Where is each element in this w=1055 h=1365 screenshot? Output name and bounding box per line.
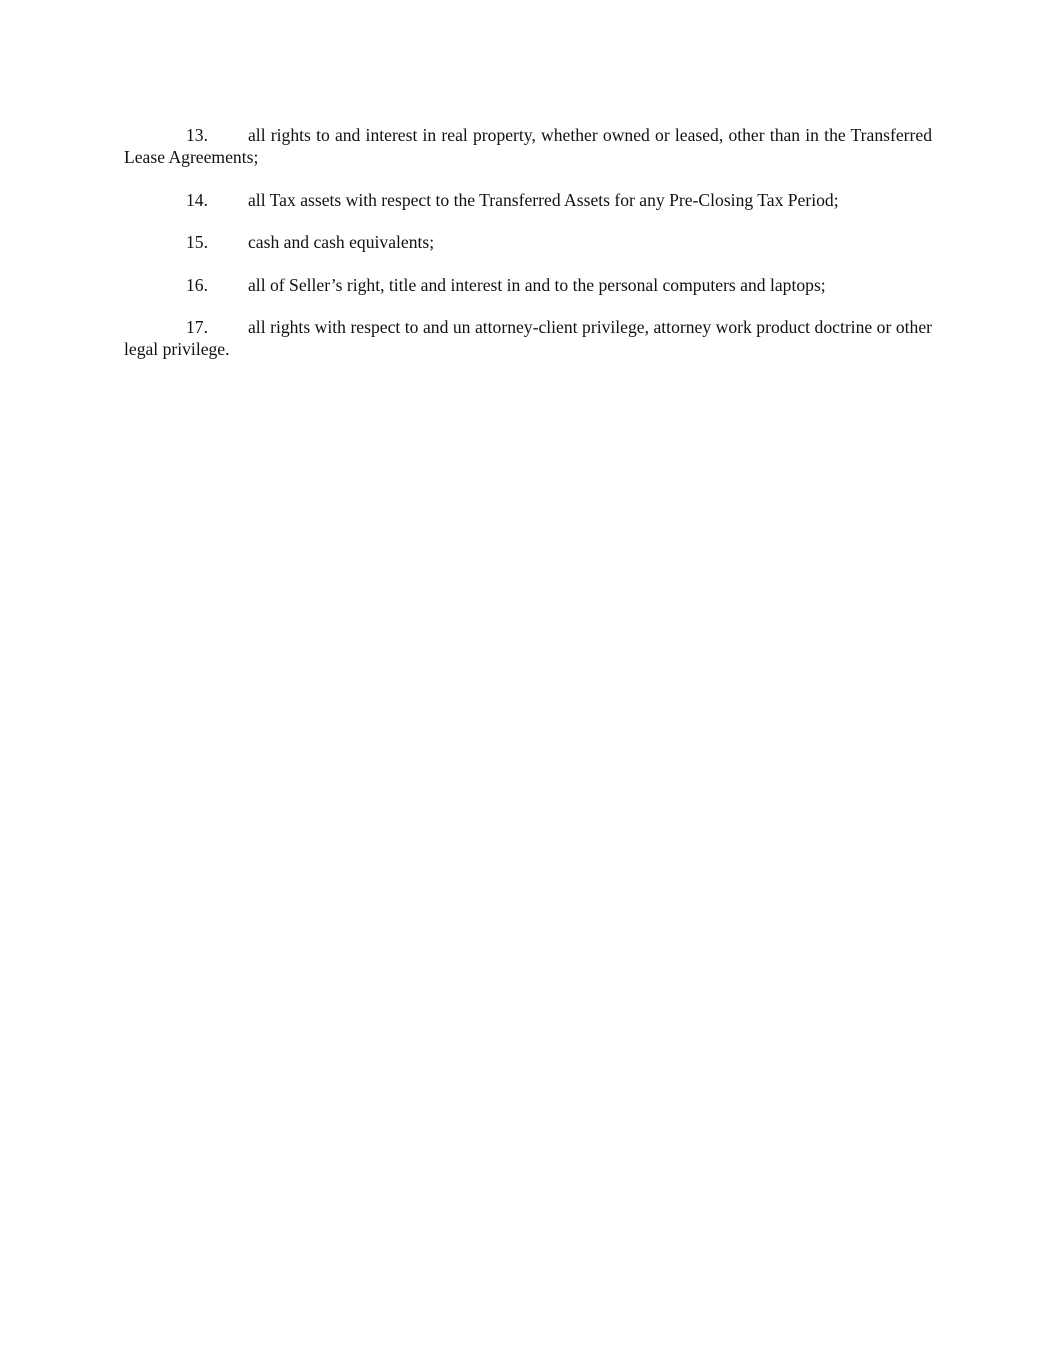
- list-item: [124, 124, 932, 168]
- item-number: 16.: [186, 274, 208, 295]
- item-text: all rights to and interest in real property, whether owned or leased, other than in the Transferred Lease Agreements;: [124, 125, 932, 167]
- item-text: all rights with respect to and un attorney-client privilege, attorney work product doctrine or other legal privilege.: [124, 317, 932, 359]
- item-number: 17.: [186, 317, 208, 337]
- item-text: cash and cash equivalents;: [248, 232, 435, 252]
- document-body: [124, 124, 932, 360]
- item-text: all Tax assets with respect to the Transferred Assets for any Pre-Closing Tax Period;: [248, 189, 839, 210]
- list-item: [124, 316, 932, 360]
- item-number: 13.: [186, 125, 208, 145]
- list-item: [124, 189, 932, 211]
- list-item: [124, 274, 932, 296]
- item-number: 15.: [186, 232, 208, 252]
- item-text: all of Seller’s right, title and interest in and to the personal computers and laptops;: [248, 274, 826, 295]
- item-number: 14.: [186, 189, 208, 210]
- list-item: [124, 231, 932, 253]
